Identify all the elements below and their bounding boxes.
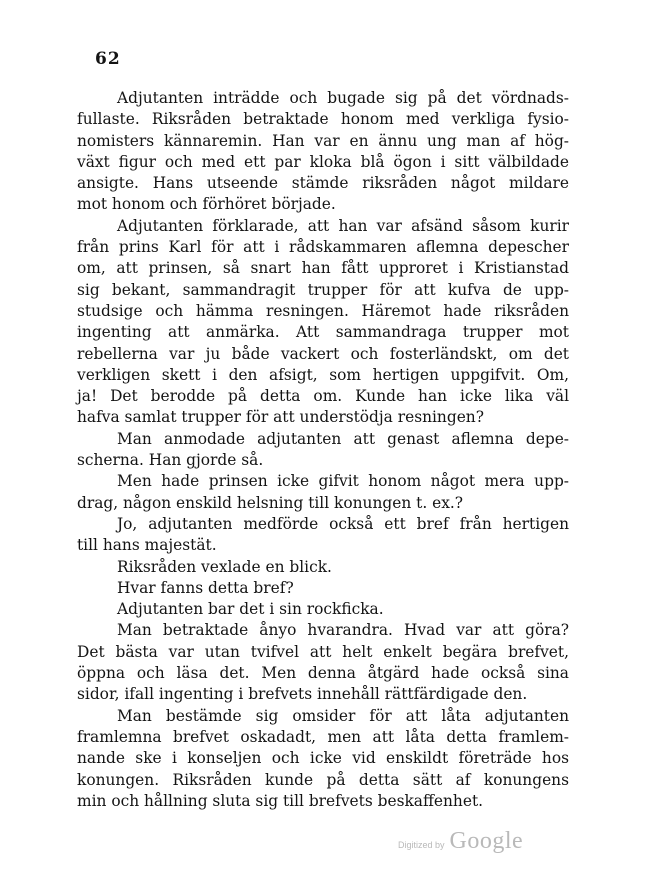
text-line: Man bestämde sig omsider för att låta adjutanten [117, 706, 569, 725]
text-line: växt figur och med ett par kloka blå ögon i sitt välbildade [77, 152, 569, 171]
text-line: Adjutanten förklarade, att han var afsänd såsom kurir [117, 216, 569, 235]
text-line: mot honom och förhöret började. [77, 195, 336, 214]
body-text [77, 88, 569, 812]
text-line: min och hållning sluta sig till brefvets beskaffenhet. [77, 791, 484, 810]
text-line: Det bästa var utan tvifvel att helt enkelt begära brefvet, [77, 642, 569, 661]
text-line: verkligen skett i den afsigt, som hertigen uppgifvit. Om, [77, 365, 569, 384]
watermark-prefix: Digitized by [398, 840, 445, 850]
text-line: Men hade prinsen icke gifvit honom något mera upp- [117, 472, 569, 491]
text-line: studsige och hämma resningen. Häremot hade riksråden [77, 301, 569, 320]
text-line: Man anmodade adjutanten att genast aflemna depe- [117, 429, 569, 448]
text-line: ingenting att anmärka. Att sammandraga trupper mot [77, 323, 569, 342]
text-line: framlemna brefvet oskadadt, men att låta detta framlem- [77, 727, 569, 746]
text-line: Riksråden vexlade en blick. [117, 557, 332, 576]
text-line: scherna. Han gjorde så. [77, 451, 264, 470]
text-line: drag, någon enskild helsning till konungen t. ex.? [77, 493, 464, 512]
text-line: konungen. Riksråden kunde på detta sätt af konungens [77, 770, 569, 789]
text-line: fullaste. Riksråden betraktade honom med verkliga fysio- [77, 110, 569, 129]
text-line: Hvar fanns detta bref? [117, 578, 294, 597]
text-line: hafva samlat trupper för att understödja resningen? [77, 408, 484, 427]
text-line: från prins Karl för att i rådskammaren aflemna depescher [77, 238, 569, 257]
text-line: Jo, adjutanten medförde också ett bref från hertigen [117, 514, 569, 533]
text-line: Man betraktade ånyo hvarandra. Hvad var att göra? [117, 621, 569, 640]
text-line: Adjutanten inträdde och bugade sig på det vördnads- [117, 89, 569, 107]
text-line: ansigte. Hans utseende stämde riksråden något mildare [77, 174, 569, 193]
text-line: öppna och läsa det. Men denna åtgärd hade också sina [77, 664, 569, 683]
text-line: nomisters kännaremin. Han var en ännu ung man af hög- [77, 131, 569, 150]
text-line: ja! Det berodde på detta om. Kunde han icke lika väl [77, 387, 569, 406]
text-line: nande ske i konseljen och icke vid enskildt företräde hos [77, 749, 569, 768]
text-line: rebellerna var ju både vackert och fosterländskt, om det [77, 344, 569, 363]
text-line: sig bekant, sammandragit trupper för att kufva de upp- [77, 280, 569, 299]
text-line: Adjutanten bar det i sin rockficka. [117, 600, 384, 619]
page-number: 62 [95, 49, 121, 69]
digitization-watermark [398, 828, 523, 855]
text-line: till hans majestät. [77, 536, 217, 555]
text-line: om, att prinsen, så snart han fått upproret i Kristianstad [77, 259, 569, 278]
text-line: sidor, ifall ingenting i brefvets innehåll rättfärdigade den. [77, 685, 528, 704]
watermark-logo: Google [449, 828, 524, 854]
